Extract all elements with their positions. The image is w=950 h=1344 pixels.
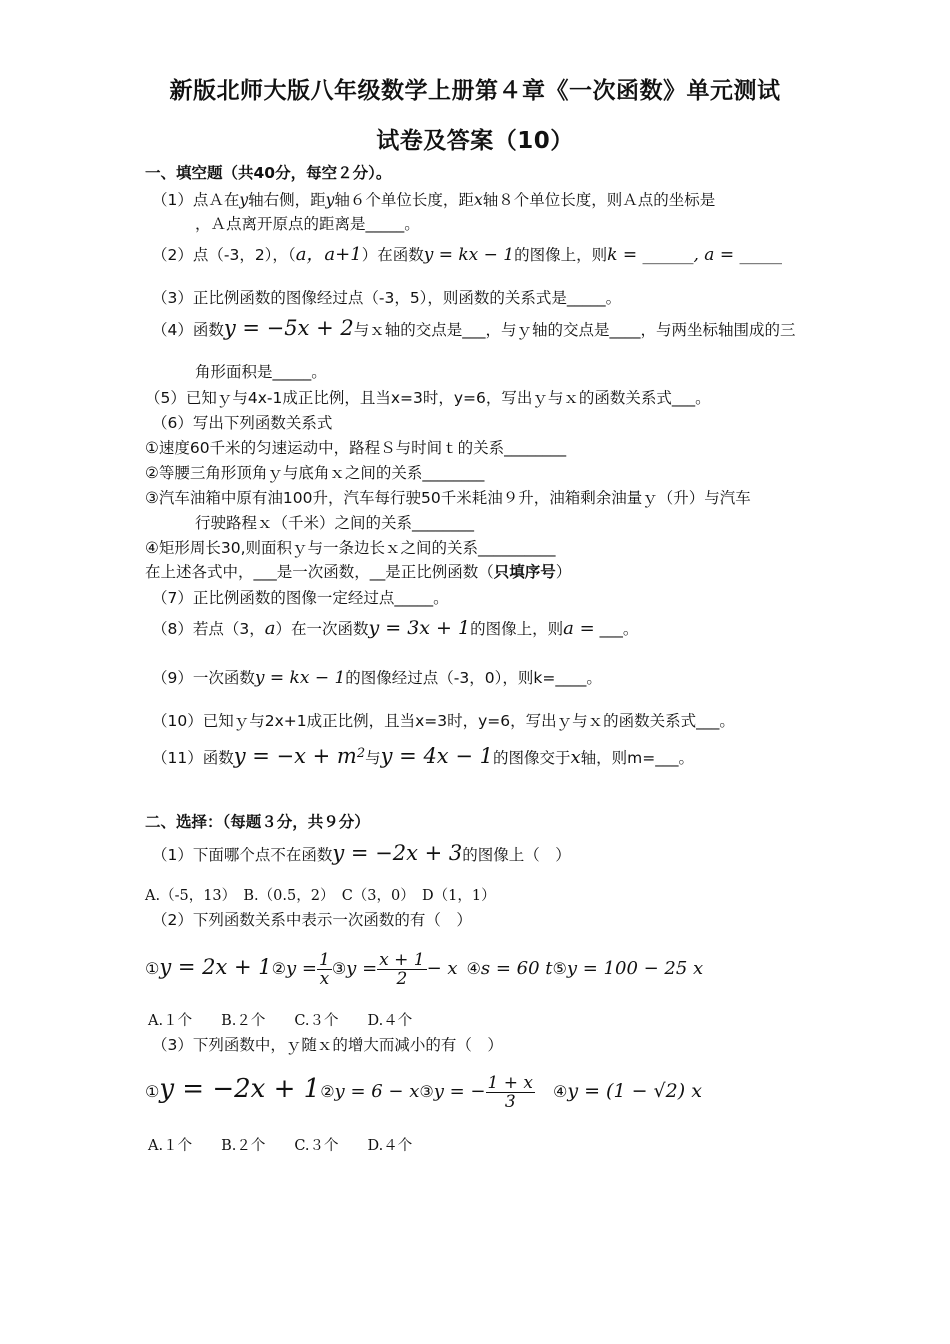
- s1-q11-func2: y = 4x − 1: [380, 744, 493, 769]
- s1-q6-end: [145, 562, 571, 582]
- s2-q2-circle-1: ①: [145, 959, 160, 978]
- s1-q6-end-a: 在上述各式中，___是一次函数，__是正比例函数（: [145, 563, 494, 581]
- s1-q6-end-c: ）: [555, 563, 572, 581]
- s1-q1: [152, 190, 715, 210]
- s1-q1-line2: ，Ａ点离开原点的距离是_____。: [195, 215, 420, 233]
- s1-q5: （5）已知ｙ与4x-1成正比例，且当x=3时，y=6，写出ｙ与ｘ的函数关系式___。: [145, 389, 711, 407]
- s2-q2: （2）下列函数关系中表示一次函数的有（ ）: [152, 911, 472, 929]
- s1-q8-text-a: （8）若点（3，: [152, 620, 265, 638]
- s1-q6-3: ③汽车油箱中原有油100升，汽车每行驶50千米耗油９升，油箱剩余油量ｙ（升）与汽车: [145, 489, 751, 507]
- s1-q11-text-d: 轴，则m=___。: [580, 749, 694, 768]
- s2-q3-options: A.１个 B.２个 C.３个 D.４个: [148, 1138, 413, 1154]
- section2-header: 二、选择：（每题３分，共９分）: [145, 813, 370, 831]
- s1-q8-var: a: [264, 618, 276, 639]
- s2-q2-formula-3-lhs: y =: [346, 958, 378, 979]
- s1-q1-text-d: 轴８个单位长度，则Ａ点的坐标是: [482, 191, 716, 209]
- s1-q6-2: ②等腰三角形顶角ｙ与底角ｘ之间的关系________: [145, 464, 485, 482]
- s1-q11-text-a: （11）函数: [152, 749, 234, 768]
- s1-q8-text-d: ___。: [594, 620, 639, 638]
- s2-q1-options: A.（-5，13） B.（0.5，2） C（3，0） D（1，1）: [145, 888, 496, 904]
- s1-q2: [152, 245, 782, 265]
- s2-q3-formula-3-num: 1 + x: [487, 1073, 533, 1093]
- s2-q2-formula-3-tail: − x: [426, 958, 458, 979]
- s2-q2-formula-5: y = 100 − 25 x: [566, 958, 704, 979]
- s1-q6-3b: 行驶路程ｘ（千米）之间的关系________: [195, 514, 475, 532]
- s2-q3-formula-3-lhs: y = −: [433, 1081, 486, 1102]
- s2-q3: （3）下列函数中，ｙ随ｘ的增大而减小的有（ ）: [152, 1036, 503, 1054]
- s2-q2-formula-3-den: 2: [396, 969, 408, 989]
- s2-q2-formula-1: y = 2x + 1: [159, 955, 272, 979]
- s2-q2-circle-5: ⑤: [552, 959, 567, 978]
- s1-q6-1: ①速度60千米的匀速运动中，路程Ｓ与时间ｔ的关系________: [145, 439, 567, 457]
- s1-q10: （10）已知ｙ与2x+1成正比例，且当x=3时，y=6，写出ｙ与ｘ的函数关系式___。: [152, 712, 735, 730]
- s2-q2-formula-2-frac: [317, 951, 332, 988]
- s2-q3-circle-2: ②: [320, 1082, 335, 1101]
- s1-q2-text-a: （2）点（-3，2），（: [152, 246, 296, 264]
- s1-q9-text-b: 的图像经过点（-3，0），则k=____。: [345, 669, 602, 687]
- s1-q1-var-y2: y: [325, 191, 335, 209]
- s1-q9: [152, 668, 602, 688]
- s2-q2-circle-2: ②: [271, 959, 287, 978]
- s2-q3-formulas: [145, 1064, 702, 1117]
- s1-q11-text-c: 的图像交于: [492, 749, 571, 768]
- s2-q1-text-b: 的图像上（ ）: [462, 846, 571, 864]
- s1-q8-ans: a =: [563, 618, 595, 639]
- s1-q4-text-b: 与ｘ轴的交点是___，与ｙ轴的交点是____，与两坐标轴围成的三: [353, 321, 796, 339]
- s2-q2-formula-3-num: x + 1: [379, 950, 425, 970]
- s1-q8-func: y = 3x + 1: [368, 617, 471, 639]
- s2-q3-formula-3-den: 3: [504, 1092, 516, 1112]
- s1-q3: （3）正比例函数的图像经过点（-3，5），则函数的关系式是_____。: [152, 289, 622, 307]
- s2-q3-circle-3: ③: [419, 1082, 434, 1101]
- s2-q1-func: y = −2x + 3: [332, 841, 463, 865]
- s2-q2-formula-3-frac: [377, 951, 426, 988]
- s1-q2-func: y = kx − 1: [423, 245, 515, 265]
- s2-q2-formula-2-den: x: [319, 969, 330, 989]
- s1-q9-text-a: （9）一次函数: [152, 669, 255, 687]
- s1-q4-func: y = −5x + 2: [223, 316, 354, 340]
- s1-q2-text-b: ）在函数: [361, 246, 424, 264]
- s1-q1-text-b: 轴右侧，距: [248, 191, 326, 209]
- s1-q11-text-b: 与: [365, 749, 381, 768]
- s2-q2-formula-4: s = 60 t: [480, 958, 553, 979]
- s1-q1-text-c: 轴６个单位长度，距: [334, 191, 474, 209]
- s1-q11-sup: 2: [356, 746, 366, 761]
- s1-q8-text-b: ）在一次函数: [275, 620, 369, 638]
- s1-q4: [152, 318, 796, 340]
- s1-q2-pair: a，a+1: [295, 244, 362, 265]
- s1-q2-text-c: 的图像上，则: [514, 246, 608, 264]
- s1-q8: [152, 618, 638, 639]
- s2-q1-text-a: （1）下面哪个点不在函数: [152, 846, 333, 864]
- s2-q2-circle-3: ③: [331, 959, 347, 978]
- s1-q11-var-x: x: [570, 747, 581, 769]
- s1-q8-text-c: 的图像上，则: [470, 620, 564, 638]
- s1-q9-func: y = kx − 1: [254, 668, 346, 688]
- title-line-2: 试卷及答案（10）: [376, 128, 574, 154]
- s1-q4-line2: 角形面积是_____。: [195, 363, 327, 381]
- s2-q3-circle-1: ①: [145, 1082, 160, 1101]
- s2-q3-formula-1: y = −2x + 1: [159, 1074, 321, 1104]
- s2-q3-formula-2: y = 6 − x: [334, 1081, 420, 1102]
- s1-q11: [152, 744, 694, 768]
- s2-q2-options: A.１个 B.２个 C.３个 D.４个: [148, 1013, 413, 1029]
- s2-q2-formula-2-num: 1: [319, 950, 330, 970]
- s1-q1-var-y: y: [239, 191, 249, 209]
- section1-header: 一、填空题（共40分，每空２分）。: [145, 164, 392, 182]
- s2-q2-formula-2-lhs: y =: [286, 958, 317, 979]
- s1-q6-4: ④矩形周长30,则面积ｙ与一条边长ｘ之间的关系__________: [145, 539, 556, 557]
- s2-q3-formula-3-frac: [486, 1074, 535, 1111]
- s1-q4-text-a: （4）函数: [152, 321, 224, 339]
- s1-q1-var-x: x: [473, 191, 483, 209]
- title-line-1: 新版北师大版八年级数学上册第４章《一次函数》单元测试: [169, 78, 781, 104]
- s1-q2-k-a: k = ______, a = _____: [607, 245, 782, 265]
- s2-q1: [152, 843, 571, 865]
- s1-q6-end-b: 只填序号: [493, 563, 556, 581]
- s1-q7: （7）正比例函数的图像一定经过点_____。: [152, 589, 449, 607]
- s1-q11-func1: y = −x + m: [233, 744, 357, 769]
- s2-q2-formulas: [145, 945, 703, 991]
- s2-q3-circle-4: ④: [552, 1082, 568, 1101]
- s1-q6: （6）写出下列函数关系式: [152, 414, 333, 432]
- s2-q3-formula-4: y = (1 − √2) x: [567, 1080, 702, 1102]
- s1-q1-text-a: （1）点Ａ在: [152, 191, 240, 209]
- s2-q2-circle-4: ④: [466, 959, 481, 978]
